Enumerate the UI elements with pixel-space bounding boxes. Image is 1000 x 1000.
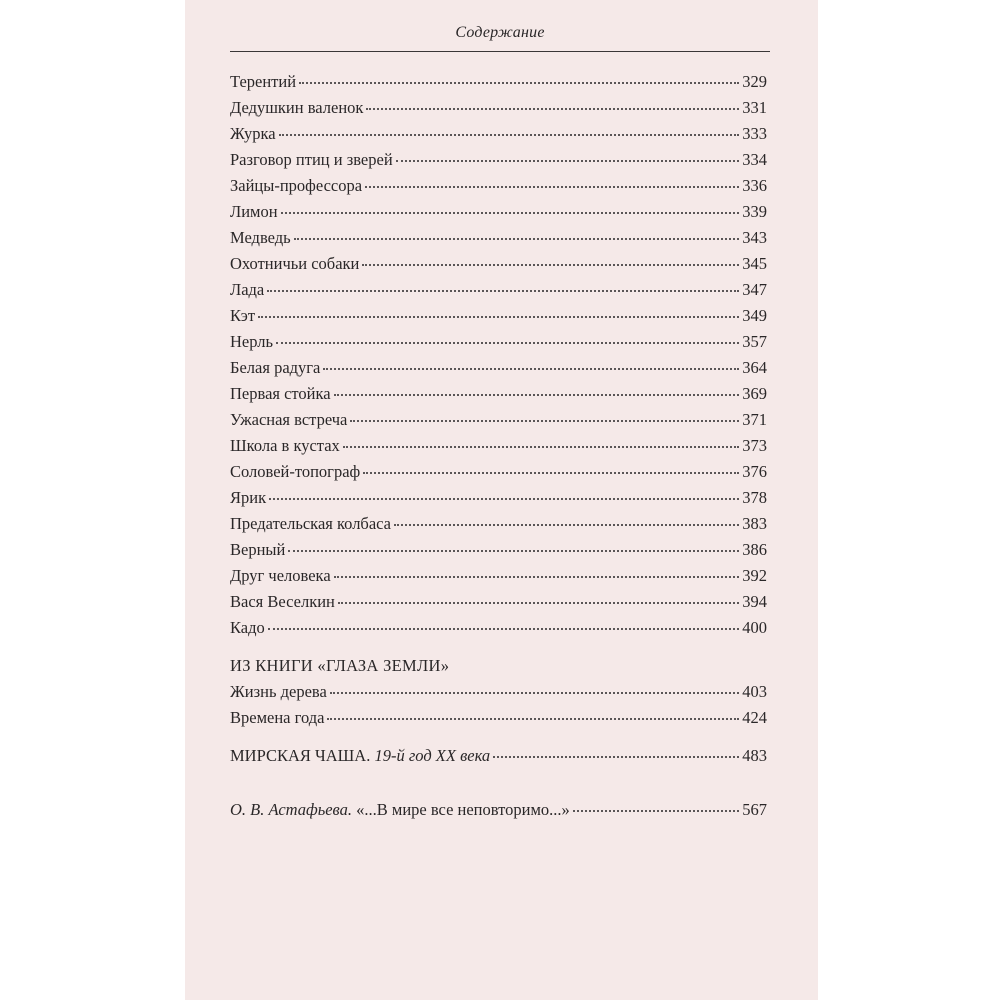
toc-entry-page: 329	[742, 72, 767, 91]
toc-entry-title: Нерль	[230, 332, 274, 351]
toc-entry-page: 371	[742, 410, 767, 429]
toc-entry[interactable]	[230, 202, 767, 222]
toc-entry-title: Времена года	[230, 708, 325, 727]
section-heading: ИЗ КНИГИ «ГЛАЗА ЗЕМЛИ»	[230, 656, 450, 675]
toc-entry-page: 400	[742, 618, 767, 637]
dot-leader	[294, 237, 740, 240]
toc-entry-title: Первая стойка	[230, 384, 331, 403]
toc-entry-page: 403	[742, 682, 767, 701]
toc-entry-page: 349	[742, 306, 767, 325]
dot-leader	[269, 497, 739, 500]
toc-entry-title: Лимон	[230, 202, 278, 221]
toc-entry-title: Кэт	[230, 306, 256, 325]
toc-entry-page: 343	[742, 228, 767, 247]
toc-entry[interactable]	[230, 592, 767, 612]
dot-leader	[267, 289, 739, 292]
dot-leader	[363, 471, 739, 474]
toc-entry[interactable]	[230, 708, 767, 728]
dot-leader	[338, 601, 739, 604]
toc-entry-title: Охотничьи собаки	[230, 254, 360, 273]
toc-entry-page: 376	[742, 462, 767, 481]
running-head: Содержание	[455, 24, 545, 41]
toc-entry-page: 369	[742, 384, 767, 403]
toc-entry-mirskaya[interactable]	[230, 746, 767, 766]
dot-leader	[362, 263, 739, 266]
dot-leader	[343, 445, 739, 448]
toc-entry-title: Жизнь дерева	[230, 682, 327, 701]
dot-leader	[299, 81, 739, 84]
toc-entry-page: 567	[742, 800, 767, 819]
dot-leader	[258, 315, 739, 318]
toc-entry[interactable]	[230, 462, 767, 482]
toc-entry-page: 347	[742, 280, 767, 299]
toc-entry-page: 483	[742, 746, 767, 765]
toc-entry[interactable]	[230, 306, 767, 326]
toc-entry-title: Ужасная встреча	[230, 410, 348, 429]
toc-entry[interactable]	[230, 150, 767, 170]
dot-leader	[334, 393, 740, 396]
toc-entry-page: 386	[742, 540, 767, 559]
toc-entry[interactable]	[230, 410, 767, 430]
toc-entry-page: 339	[742, 202, 767, 221]
toc-entry-title	[230, 800, 570, 820]
dot-leader	[366, 107, 739, 110]
toc-entry-page: 334	[742, 150, 767, 169]
toc-entry-title: Зайцы-профессора	[230, 176, 363, 195]
toc-entry-title	[230, 746, 490, 766]
toc-entry-page: 357	[742, 332, 767, 351]
toc-entry-page: 336	[742, 176, 767, 195]
dot-leader	[396, 159, 740, 162]
dot-leader	[276, 341, 739, 344]
toc-entry-page: 383	[742, 514, 767, 533]
dot-leader	[493, 755, 739, 758]
dot-leader	[334, 575, 740, 578]
afterword-title: «...В мире все неповторимо...»	[356, 800, 570, 819]
toc-entry[interactable]	[230, 488, 767, 508]
toc-entry[interactable]	[230, 176, 767, 196]
toc-entry-title: Школа в кустах	[230, 436, 340, 455]
toc-entry-title: Разговор птиц и зверей	[230, 150, 393, 169]
section-title: МИРСКАЯ ЧАША.	[230, 746, 371, 765]
toc-entry-page: 345	[742, 254, 767, 273]
toc-entry[interactable]	[230, 98, 767, 118]
toc-entry[interactable]	[230, 682, 767, 702]
dot-leader	[330, 691, 739, 694]
toc-entry-page: 378	[742, 488, 767, 507]
toc-entry[interactable]	[230, 566, 767, 586]
toc-entry-title: Кадо	[230, 618, 265, 637]
toc-entry[interactable]	[230, 72, 767, 92]
dot-leader	[323, 367, 739, 370]
toc-entry-title: Дедушкин валенок	[230, 98, 364, 117]
toc-entry-title: Верный	[230, 540, 286, 559]
toc-entry-afterword[interactable]	[230, 800, 767, 820]
toc-entry-page: 364	[742, 358, 767, 377]
toc-entry-page: 331	[742, 98, 767, 117]
toc-entry[interactable]	[230, 514, 767, 534]
toc-entry-title: Журка	[230, 124, 276, 143]
section-subtitle: 19-й год XX века	[374, 746, 491, 765]
dot-leader	[268, 627, 739, 630]
toc-entry-title: Вася Веселкин	[230, 592, 335, 611]
toc-entry[interactable]	[230, 358, 767, 378]
dot-leader	[281, 211, 740, 214]
toc-entry[interactable]	[230, 384, 767, 404]
toc-entry-page: 373	[742, 436, 767, 455]
toc-entry-title: Медведь	[230, 228, 291, 247]
afterword-author: О. В. Астафьева.	[230, 800, 352, 819]
toc-entry[interactable]	[230, 540, 767, 560]
dot-leader	[365, 185, 739, 188]
toc-entry-page: 392	[742, 566, 767, 585]
toc-entry[interactable]	[230, 618, 767, 638]
dot-leader	[350, 419, 739, 422]
dot-leader	[394, 523, 739, 526]
toc-entry-title: Терентий	[230, 72, 297, 91]
toc-entry[interactable]	[230, 280, 767, 300]
dot-leader	[279, 133, 740, 136]
toc-entry-title: Друг человека	[230, 566, 331, 585]
toc-entry-page: 394	[742, 592, 767, 611]
toc-entry[interactable]	[230, 124, 767, 144]
toc-entry-page: 333	[742, 124, 767, 143]
dot-leader	[573, 809, 739, 812]
toc-entry[interactable]	[230, 436, 767, 456]
toc-entry-title: Ярик	[230, 488, 267, 507]
toc-entry[interactable]	[230, 254, 767, 274]
toc-entry[interactable]	[230, 332, 767, 352]
toc-entry-title: Предательская колбаса	[230, 514, 391, 533]
toc-entry-title: Соловей-топограф	[230, 462, 361, 481]
dot-leader	[327, 717, 739, 720]
header-rule	[230, 51, 770, 52]
toc-entry-page: 424	[742, 708, 767, 727]
toc-entry-title: Белая радуга	[230, 358, 321, 377]
toc-entry[interactable]	[230, 228, 767, 248]
dot-leader	[288, 549, 739, 552]
toc-entry-title: Лада	[230, 280, 265, 299]
